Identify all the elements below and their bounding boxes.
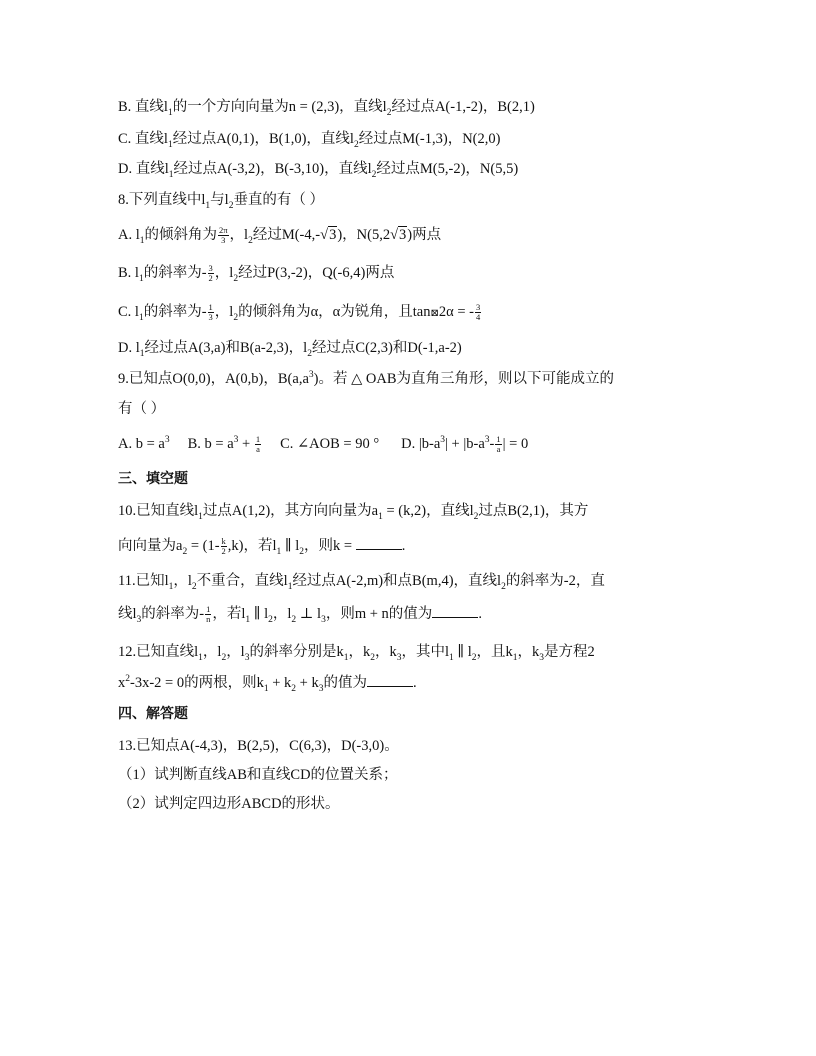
missing-glyph-icon: ⊠ (430, 308, 439, 319)
answer-blank[interactable] (356, 537, 402, 550)
question-13-part-2: （2）试判定四边形ABCD的形状。 (118, 796, 340, 812)
question-11-line-1: 11.已知$l_1$，$l_2$不重合，直线$l_1$经过点A(-2,m)和点B(m,4)，直线$l_2$的斜率为-2，直 (118, 573, 605, 592)
fraction: $\frac{1}{n}$ (206, 604, 211, 625)
fraction: $\frac{3}{4}$ (476, 302, 481, 323)
fraction: $\frac{1}{3}$ (208, 302, 213, 323)
question-9-line-2: 有（ ） (118, 401, 166, 417)
question-8-option-c: C. $l_1$的斜率为- $\frac{1}{3}$ ，$l_2$的倾斜角为α，α为锐角，且tan⊠2α = - $\frac{3}{4}$ (118, 302, 481, 323)
question-8-option-b: B. $l_1$的斜率为- $\frac{3}{2}$ ，$l_2$经过P(3,-2)，Q(-6,4)两点 (118, 263, 395, 284)
section-heading-answer: 四、解答题 (118, 706, 188, 722)
question-9-options: A. $b = a^3$ B. $b = a^3$ + $\frac{1}{a}$ C. ∠AOB = 90 ° D. $|b-a^3| + |b-a^3-$ $\frac{1}{a}$ | = 0 (118, 434, 529, 455)
fraction: $\frac{1}{a}$ (496, 434, 501, 455)
question-12-line-2: $x^2-3x-2 = 0$的两根，则$k_1 + k_2 + k_3$的值为 . (118, 674, 417, 694)
question-9-line-1: 9.已知点O(0,0)，A(0,b)，$B(a,a^3)$。若 △ OAB为直角三角形，则以下可能成立的 (118, 370, 614, 387)
question-11-line-2: 线$l_3$的斜率为- $\frac{1}{n}$ ，若$l_1$ ∥ $l_2$，$l_2$ ⊥ $l_3$，则m + n的值为 . (118, 604, 482, 625)
answer-blank[interactable] (432, 605, 478, 618)
question-12-line-1: 12.已知直线$l_1$，$l_2$，$l_3$的斜率分别是$k_1$，$k_2$，$k_3$，其中$l_1$ ∥ $l_2$，且$k_1$，$k_3$是方程2 (118, 644, 595, 663)
question-10-line-1: 10.已知直线$l_1$过点A(1,2)，其方向向量为$a_1 = (k,2)$，直线$l_2$过点B(2,1)，其方 (118, 503, 589, 522)
fraction: $\frac{k}{2}$ (221, 536, 226, 557)
fraction: $\frac{1}{a}$ (255, 434, 261, 455)
fraction: $\frac{3}{2}$ (208, 263, 213, 284)
section-heading-fill-in: 三、填空题 (118, 471, 188, 487)
option-d-q7: D. 直线$l_1$经过点A(-3,2)，B(-3,10)，直线$l_2$经过点M(5,-2)，N(5,5) (118, 161, 519, 180)
answer-blank[interactable] (367, 674, 413, 687)
question-10-line-2: 向向量为$a_2 = (1-$ $\frac{k}{2}$ ,k)，若$l_1$ ∥ $l_2$，则k = . (118, 536, 406, 557)
option-c-q7: C. 直线$l_1$经过点A(0,1)，B(1,0)，直线$l_2$经过点M(-1,3)，N(2,0) (118, 131, 501, 150)
sqrt: √3 (390, 227, 407, 243)
question-13-stem: 13.已知点A(-4,3)，B(2,5)，C(6,3)，D(-3,0)。 (118, 738, 399, 754)
question-8-option-a: A. $l_1$的倾斜角为 $\frac{2\pi}{3}$ ，$l_2$经过M(-4,-√3)，N(5,2√3)两点 (118, 225, 442, 246)
question-8-option-d: D. $l_1$经过点A(3,a)和B(a-2,3)，$l_2$经过点C(2,3)和D(-1,a-2) (118, 340, 462, 359)
question-8-stem: 8.下列直线中$l_1$与$l_2$垂直的有（ ） (118, 192, 325, 211)
option-b-q7: B. 直线$l_1$的一个方向向量为n = (2,3)，直线$l_2$经过点A(-1,-2)，B(2,1) (118, 99, 535, 118)
question-13-part-1: （1）试判断直线AB和直线CD的位置关系； (118, 767, 398, 783)
sqrt: √3 (320, 227, 337, 243)
fraction: $\frac{2\pi}{3}$ (219, 225, 228, 246)
